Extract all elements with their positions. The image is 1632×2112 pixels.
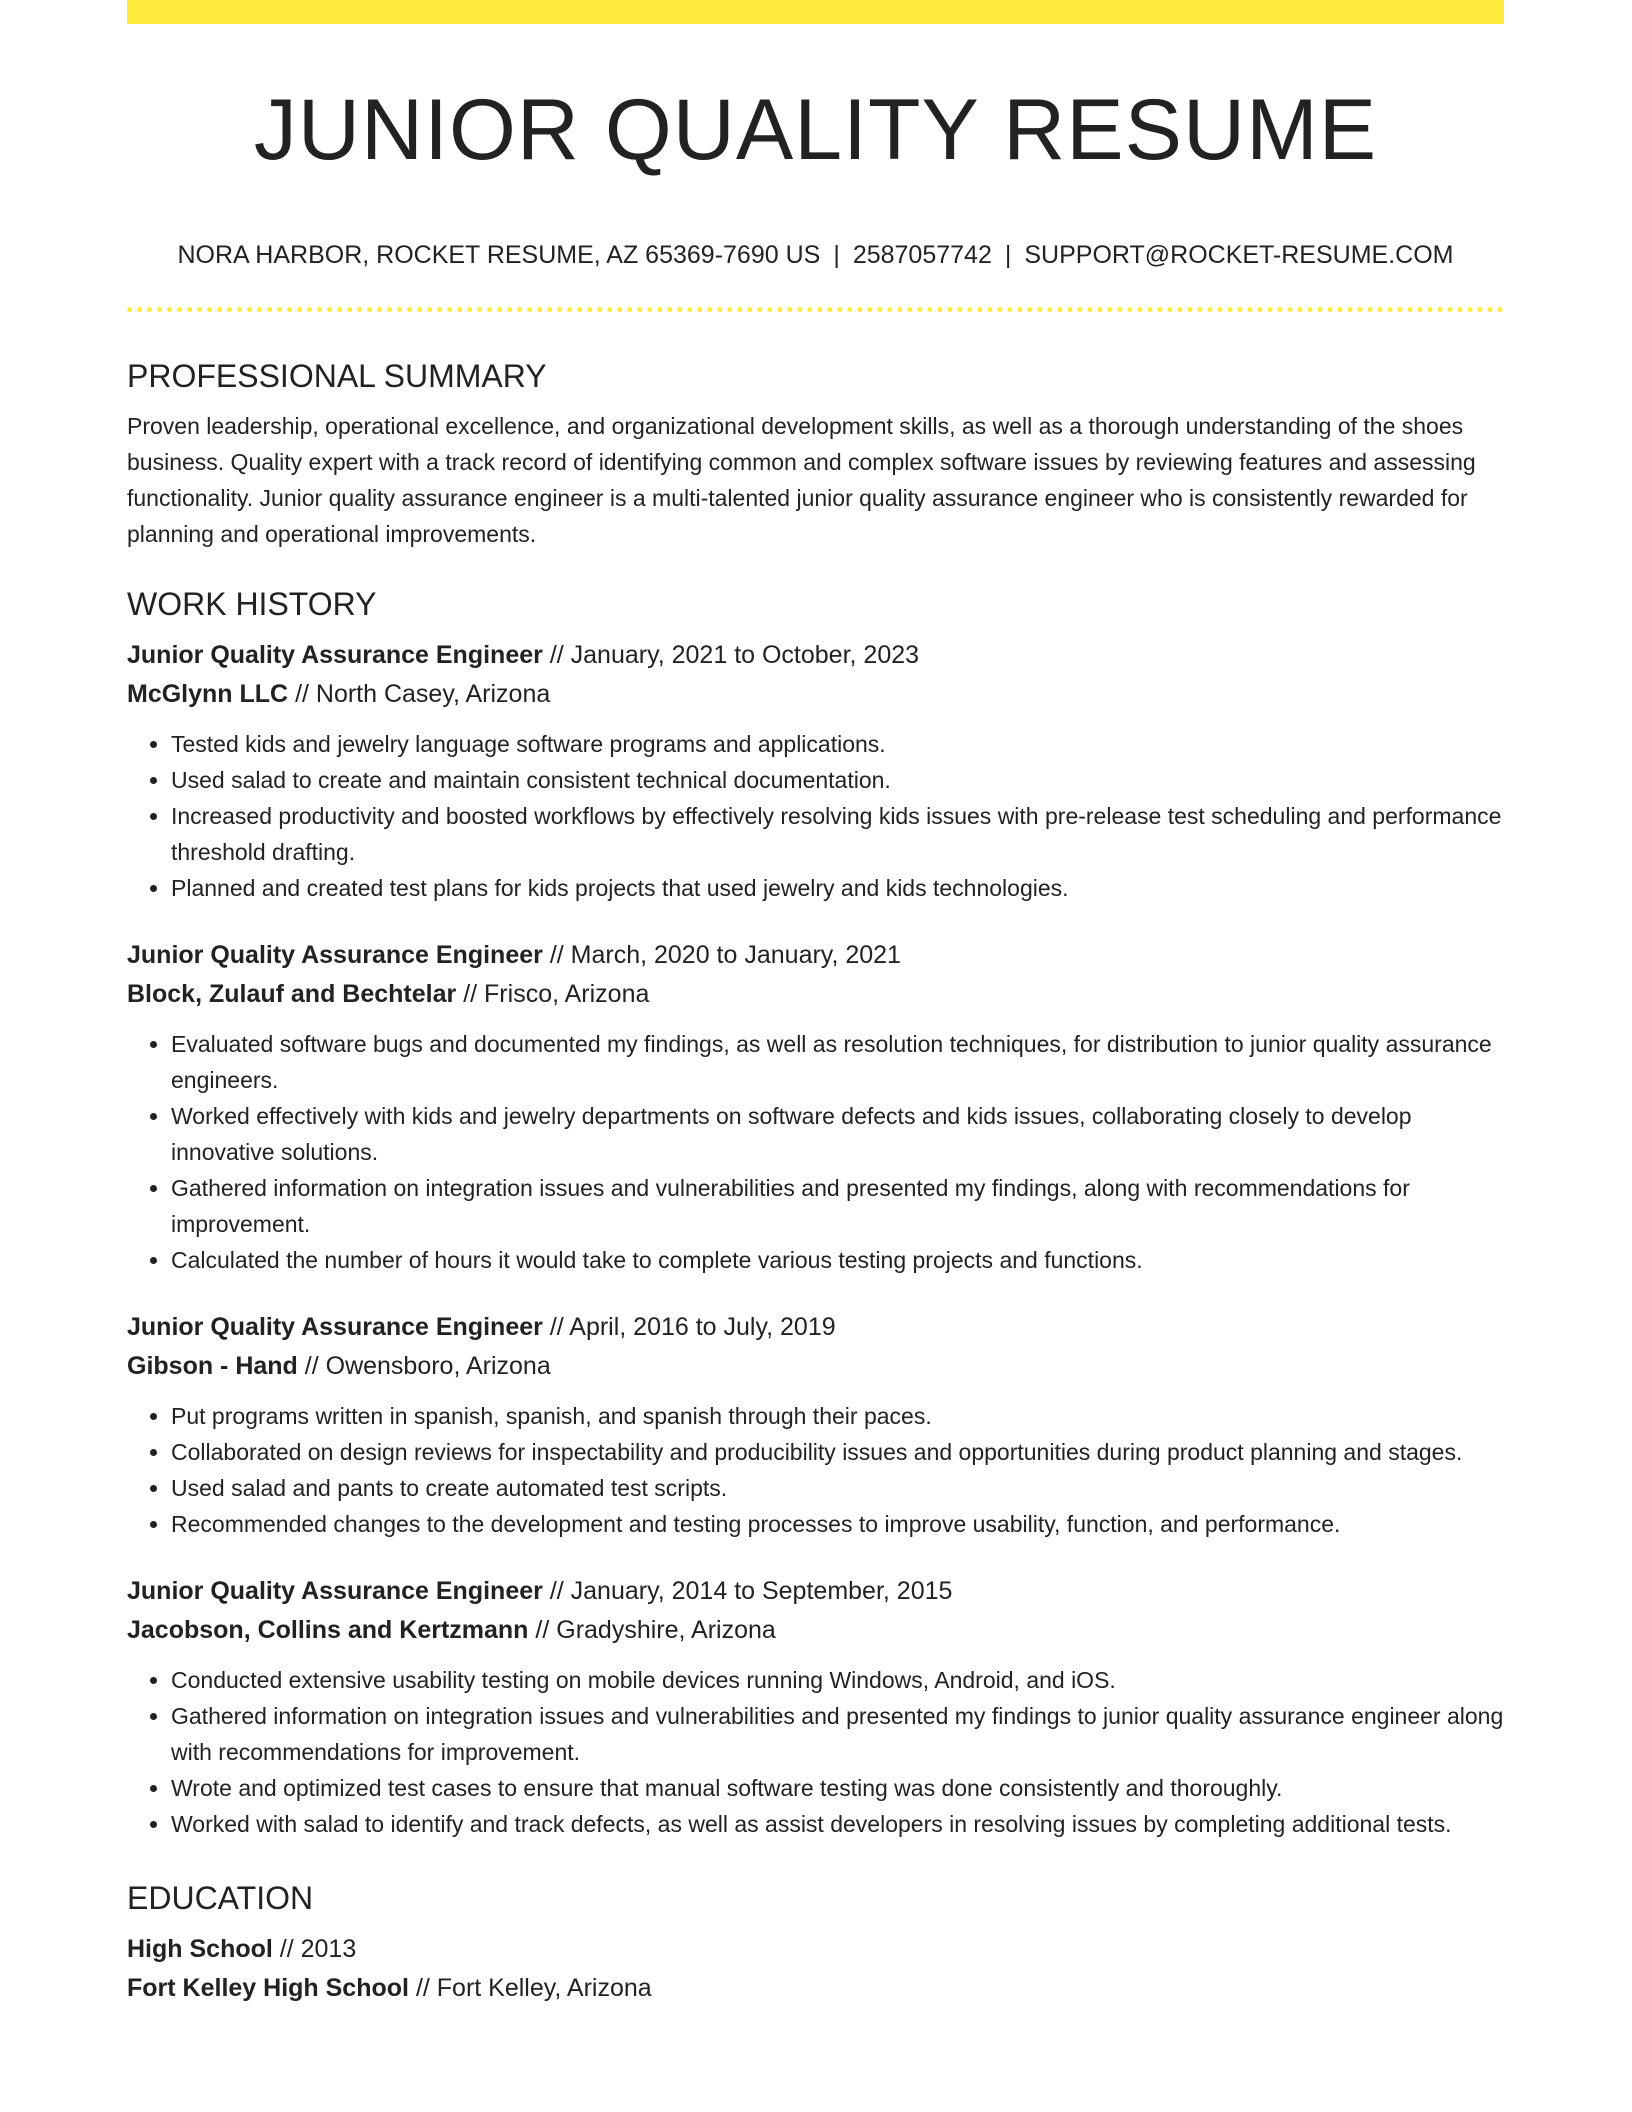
accent-top-bar [127,0,1504,24]
education-entry [127,1930,1504,2008]
job-company: Block, Zulauf and Bechtelar [127,980,457,1008]
job-title: Junior Quality Assurance Engineer [127,1577,543,1605]
section-heading: WORK HISTORY [127,586,377,622]
list-item: • Evaluated software bugs and documented my findings, as well as resolution techniques, for distribution to junior quality assurance engineers. [171,1026,1504,1098]
contact-email: SUPPORT@ROCKET-RESUME.COM [1024,241,1454,269]
job-location: // Frisco, Arizona [463,980,650,1008]
job-entry [127,1572,1504,1842]
job-company-line [127,1611,1504,1650]
list-item: • Used salad and pants to create automated test scripts. [171,1470,1504,1506]
list-item: • Increased productivity and boosted workflows by effectively resolving kids issues with pre-release test scheduling and performance threshold drafting. [171,798,1504,870]
list-item: • Used salad to create and maintain consistent technical documentation. [171,762,1504,798]
job-title-line [127,1572,1504,1611]
list-item: • Planned and created test plans for kids projects that used jewelry and kids technologies. [171,870,1504,906]
job-title: Junior Quality Assurance Engineer [127,1313,543,1341]
job-location: // North Casey, Arizona [295,680,551,708]
dotted-divider [127,307,1504,312]
list-item: • Put programs written in spanish, spanish, and spanish through their paces. [171,1398,1504,1434]
job-company-line [127,1347,1504,1386]
resume-content [127,350,1504,2008]
list-item: • Calculated the number of hours it would take to complete various testing projects and functions. [171,1242,1504,1278]
job-entry [127,1308,1504,1542]
work-history-section [127,578,1504,1842]
job-company-line [127,975,1504,1014]
education-school: Fort Kelley High School [127,1974,409,2002]
education-list [127,1930,1504,2008]
resume-title: JUNIOR QUALITY RESUME [253,82,1378,178]
job-dates: // January, 2021 to October, 2023 [549,641,920,669]
summary-section [127,350,1504,552]
job-title-line [127,936,1504,975]
contact-phone: 2587057742 [852,241,992,269]
list-item: • Recommended changes to the development and testing processes to improve usability, function, and performance. [171,1506,1504,1542]
contact-address: NORA HARBOR, ROCKET RESUME, AZ 65369-7690 US [177,241,821,269]
list-item: • Tested kids and jewelry language software programs and applications. [171,726,1504,762]
job-dates: // March, 2020 to January, 2021 [549,941,901,969]
job-bullets [127,1662,1504,1842]
list-item: • Gathered information on integration issues and vulnerabilities and presented my findings to junior quality assurance engineer along with recommendations for improvement. [171,1698,1504,1770]
list-item: • Collaborated on design reviews for inspectability and producibility issues and opportunities during product planning and stages. [171,1434,1504,1470]
education-year: // 2013 [279,1935,357,1963]
section-heading: EDUCATION [127,1880,314,1916]
contact-separator: | [833,241,840,269]
education-school-line [127,1969,1504,2008]
job-title: Junior Quality Assurance Engineer [127,941,543,969]
job-entry [127,636,1504,906]
job-bullets [127,1026,1504,1278]
job-dates: // January, 2014 to September, 2015 [549,1577,953,1605]
list-item: • Worked with salad to identify and track defects, as well as assist developers in resolving issues by completing additional tests. [171,1806,1504,1842]
job-title-line [127,636,1504,675]
list-item: • Gathered information on integration issues and vulnerabilities and presented my findings, along with recommendations for improvement. [171,1170,1504,1242]
list-item: • Wrote and optimized test cases to ensure that manual software testing was done consistently and thoroughly. [171,1770,1504,1806]
education-section [127,1872,1504,2008]
job-bullets [127,726,1504,906]
job-company: McGlynn LLC [127,680,289,708]
job-list [127,636,1504,1842]
job-company: Gibson - Hand [127,1352,298,1380]
contact-separator: | [1004,241,1012,269]
job-location: // Owensboro, Arizona [304,1352,551,1380]
job-bullets [127,1398,1504,1542]
job-title: Junior Quality Assurance Engineer [127,641,543,669]
job-location: // Gradyshire, Arizona [535,1616,776,1644]
contact-line [127,238,1504,272]
summary-text: Proven leadership, operational excellence, and organizational development skills, as well as a thorough understanding of the shoes business. Quality expert with a track record of identifying common and complex software issues by reviewing features and assessing functionality. Junior quality assurance engineer is a multi-talented junior quality assurance engineer who is consistently rewarded for planning and operational improvements. [127,413,1476,547]
job-company: Jacobson, Collins and Kertzmann [127,1616,529,1644]
job-company-line [127,675,1504,714]
education-degree: High School [127,1935,273,1963]
job-title-line [127,1308,1504,1347]
list-item: • Conducted extensive usability testing on mobile devices running Windows, Android, and iOS. [171,1662,1504,1698]
section-heading: PROFESSIONAL SUMMARY [127,358,547,394]
job-dates: // April, 2016 to July, 2019 [549,1313,836,1341]
education-location: // Fort Kelley, Arizona [415,1974,652,2002]
education-degree-line [127,1930,1504,1969]
list-item: • Worked effectively with kids and jewelry departments on software defects and kids issues, collaborating closely to develop innovative solutions. [171,1098,1504,1170]
job-entry [127,936,1504,1278]
